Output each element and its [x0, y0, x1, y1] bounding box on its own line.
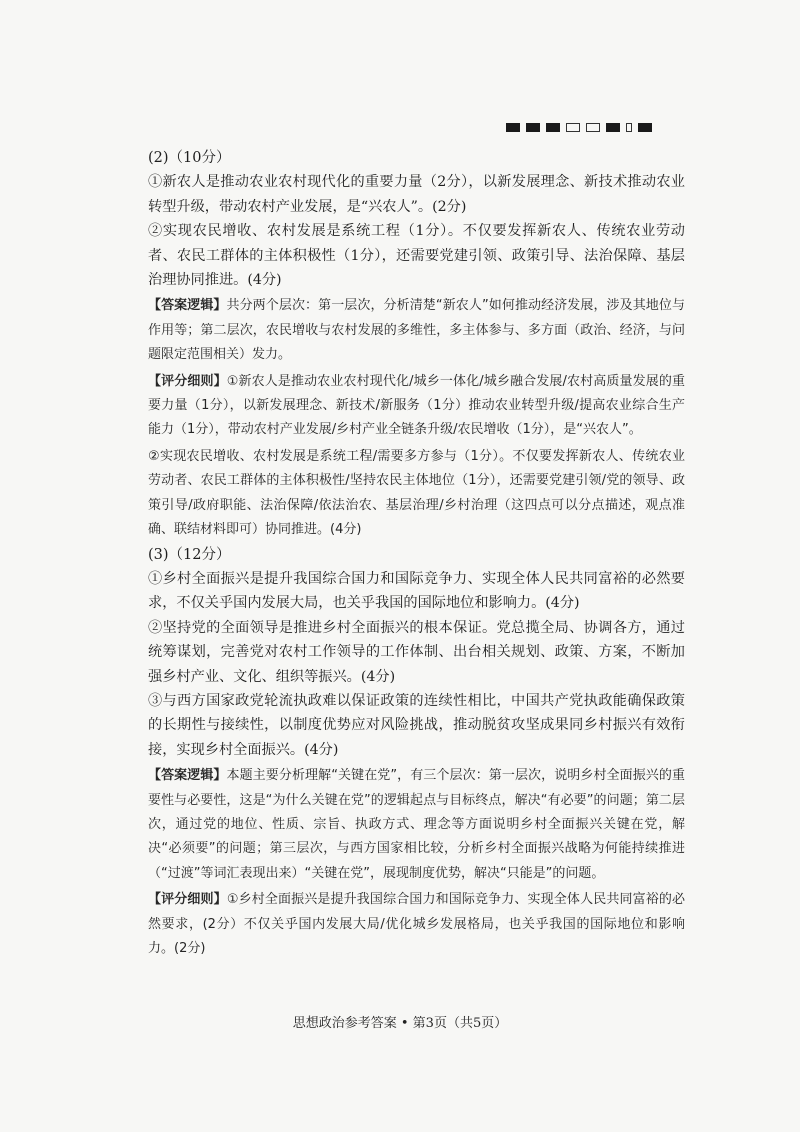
- header-mark-solid: [506, 123, 520, 132]
- rubric-text: ①新农人是推动农业农村现代化/城乡一体化/城乡融合发展/农村高质量发展的重要力量（1分），以新发展理念、新技术/新服务（1分）推动农业转型升级/提高农业综合生产能力（1分），带动农村产业发展/乡村产业全链条升级/农民增收（1分），是“兴农人”。: [148, 373, 685, 438]
- section-2-point-2: ②实现农民增收、农村发展是系统工程（1分）。不仅要发挥新农人、传统农业劳动者、农民工群体的主体积极性（1分），还需要党建引领、政策引导、法治保障、基层治理协同推进。(4分): [148, 223, 685, 289]
- header-mark-solid: [546, 123, 560, 132]
- header-mark-thin: [626, 123, 632, 132]
- header-mark-hollow: [566, 123, 580, 132]
- header-marks: [506, 123, 652, 132]
- section-3-heading: (3)（12分）: [148, 546, 231, 563]
- section-3-logic: [148, 764, 685, 886]
- section-3-point-1: ①乡村全面振兴是提升我国综合国力和国际竞争力、实现全体人民共同富裕的必然要求，不仅关乎国内发展大局，也关乎我国的国际地位和影响力。(4分): [148, 570, 685, 612]
- logic-text: 共分两个层次：第一层次，分析清楚“新农人”如何推动经济发展，涉及其地位与作用等；第二层次，农民增收与农村发展的多维性，多主体参与、多方面（政治、经济，与问题限定范围相关）发力。: [148, 298, 685, 363]
- rubric-label: 【评分细则】: [148, 892, 227, 908]
- logic-label: 【答案逻辑】: [148, 298, 227, 314]
- header-mark-solid: [638, 123, 652, 132]
- answer-content: [148, 146, 685, 961]
- section-2-heading: (2)（10分）: [148, 150, 231, 166]
- rubric-label: 【评分细则】: [148, 373, 227, 389]
- section-3-point-3: ③与西方国家政党轮流执政难以保证政策的连续性相比，中国共产党执政能确保政策的长期性与接续性，以制度优势应对风险挑战，推动脱贫攻坚成果同乡村振兴有效衔接，实现乡村全面振兴。(4分): [148, 692, 685, 758]
- logic-text: 本题主要分析理解“关键在党”，有三个层次：第一层次，说明乡村全面振兴的重要性与必要性，这是“为什么关键在党”的逻辑起点与目标终点，解决“有必要”的问题；第二层次，通过党的地位、性质、宗旨、执政方式、理念等方面说明乡村全面振兴关键在党，解决“必须要”的问题；第三层次，与西方国家相比较，分析乡村全面振兴战略为何能持续推进（“过渡”等词汇表现出来）“关键在党”，展现制度优势，解决“只能是”的问题。: [148, 768, 685, 881]
- section-3-point-2: ②坚持党的全面领导是推进乡村全面振兴的根本保证。党总揽全局、协调各方，通过统筹谋划，完善党对农村工作领导的工作体制、出台相关规划、政策、方案，不断加强乡村产业、文化、组织等振兴。(4分): [148, 619, 685, 685]
- section-2-logic: [148, 294, 685, 367]
- section-3-rubric: [148, 888, 685, 961]
- header-mark-solid: [606, 123, 620, 132]
- section-2-rubric: [148, 370, 685, 443]
- section-2-rubric-2: ②实现农民增收、农村发展是系统工程/需要多方参与（1分）。不仅要发挥新农人、传统农业劳动者、农民工群体的主体积极性/坚持农民主体地位（1分），还需要党建引领/党的领导、政策引导/政府职能、法治保障/依法治农、基层治理/乡村治理（这四点可以分点描述，观点准确、联结材料即可）协同推进。(4分): [148, 448, 685, 538]
- header-mark-solid: [526, 123, 540, 132]
- page-footer: 思想政治参考答案 • 第3页（共5页）: [292, 1016, 508, 1031]
- section-2-point-1: ①新农人是推动农业农村现代化的重要力量（2分），以新发展理念、新技术推动农业转型升级，带动农村产业发展，是“兴农人”。(2分): [148, 174, 685, 215]
- rubric-text: ①乡村全面振兴是提升我国综合国力和国际竞争力、实现全体人民共同富裕的必然要求，(2分）不仅关乎国内发展大局/优化城乡发展格局，也关乎我国的国际地位和影响力。(2分): [148, 892, 685, 956]
- header-mark-hollow: [586, 123, 600, 132]
- logic-label: 【答案逻辑】: [148, 768, 227, 784]
